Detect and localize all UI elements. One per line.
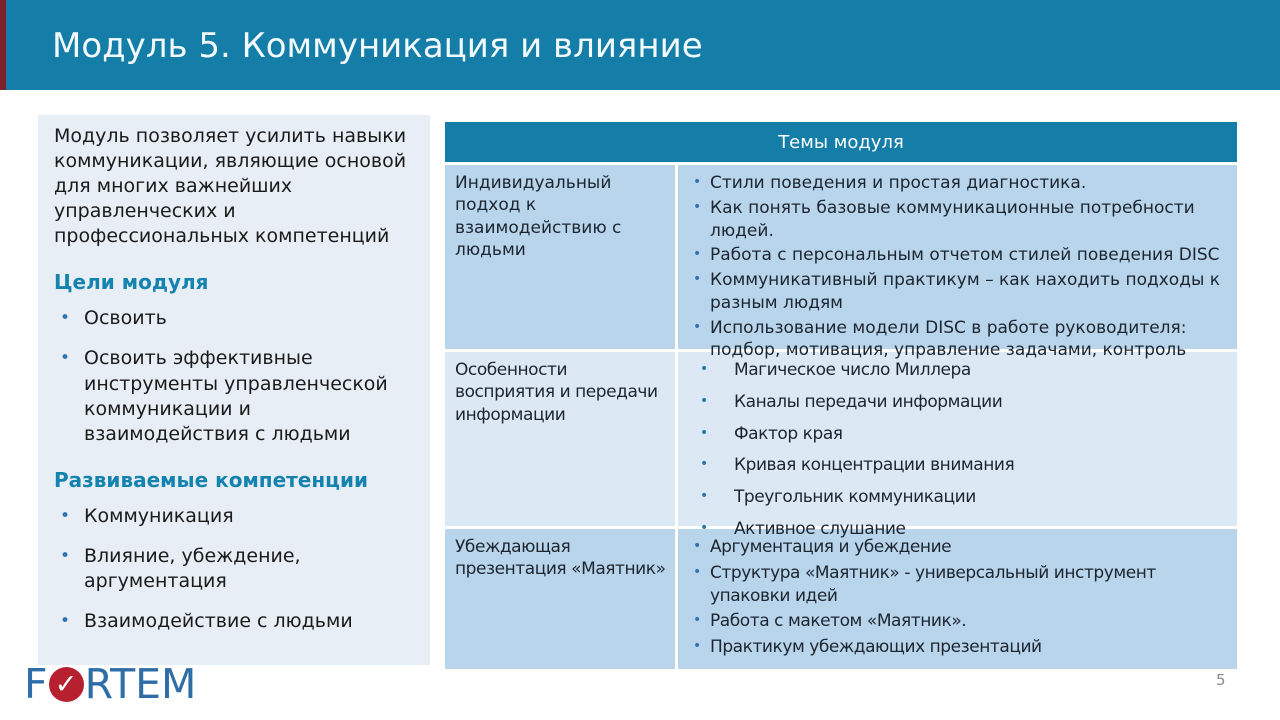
bullet-item: • Структура «Маятник» - универсальный инструмент упаковки идей xyxy=(710,562,1225,608)
bullet-item: • Освоить эффективные инструменты управленческой коммуникации и взаимодействия с людьми xyxy=(84,346,414,446)
bullet-item: • Использование модели DISC в работе руководителя: подбор, мотивация, управление задачами, контроль xyxy=(710,317,1225,363)
topic-cell-3: Убеждающая презентация «Маятник» xyxy=(445,529,675,669)
bullet-item: • Работа с персональным отчетом стилей поведения DISC xyxy=(710,244,1225,267)
bullet-item: • Влияние, убеждение, аргументация xyxy=(84,544,414,594)
title-bar xyxy=(0,0,1280,90)
competencies-heading: Развиваемые компетенции xyxy=(54,467,368,492)
topic-cell-1: Индивидуальный подход к взаимодействию с людьми xyxy=(445,165,675,349)
bullet-item: • Фактор края xyxy=(734,423,1225,446)
logo-text-suffix: RTEM xyxy=(84,660,197,708)
topic-items-3 xyxy=(678,529,1237,669)
topic-cell-2: Особенности восприятия и передачи информации xyxy=(445,352,675,526)
bullet-item: • Взаимодействие с людьми xyxy=(84,609,414,634)
bullet-item: • Как понять базовые коммуникационные потребности людей. xyxy=(710,197,1225,243)
bullet-item: • Коммуникация xyxy=(84,504,414,529)
topic-items-2 xyxy=(678,352,1237,539)
competencies-list xyxy=(54,504,414,634)
topic-items-1 xyxy=(678,165,1237,361)
slide-title: Модуль 5. Коммуникация и влияние xyxy=(52,26,703,66)
module-topics-table xyxy=(445,122,1237,663)
fortem-logo xyxy=(24,660,197,708)
bullet-item: • Активное слушание xyxy=(734,518,1225,541)
bullet-item: • Практикум убеждающих презентаций xyxy=(710,636,1225,659)
goals-heading: Цели модуля xyxy=(54,270,209,295)
accent-stripe xyxy=(0,0,6,90)
bullet-item: • Кривая концентрации внимания xyxy=(734,454,1225,477)
module-intro-text: Модуль позволяет усилить навыки коммуникации, являющие основой для многих важнейших управленческих и профессиональных компетенций xyxy=(54,125,407,248)
check-icon: ✓ xyxy=(54,669,78,700)
goals-list xyxy=(54,306,414,446)
bullet-item: • Треугольник коммуникации xyxy=(734,486,1225,509)
bullet-item: • Работа с макетом «Маятник». xyxy=(710,610,1225,633)
bullet-item: • Каналы передачи информации xyxy=(734,391,1225,414)
module-summary-panel xyxy=(38,115,430,665)
bullet-item: • Коммуникативный практикум – как находить подходы к разным людям xyxy=(710,269,1225,315)
logo-red-circle xyxy=(49,667,84,702)
page-number: 5 xyxy=(1216,671,1226,689)
bullet-item: • Аргументация и убеждение xyxy=(710,536,1225,559)
bullet-item: • Освоить xyxy=(84,306,414,331)
logo-text-prefix: F xyxy=(24,660,48,708)
table-header: Темы модуля xyxy=(445,122,1237,162)
bullet-item: • Стили поведения и простая диагностика. xyxy=(710,172,1225,195)
bullet-item: • Магическое число Миллера xyxy=(734,359,1225,382)
